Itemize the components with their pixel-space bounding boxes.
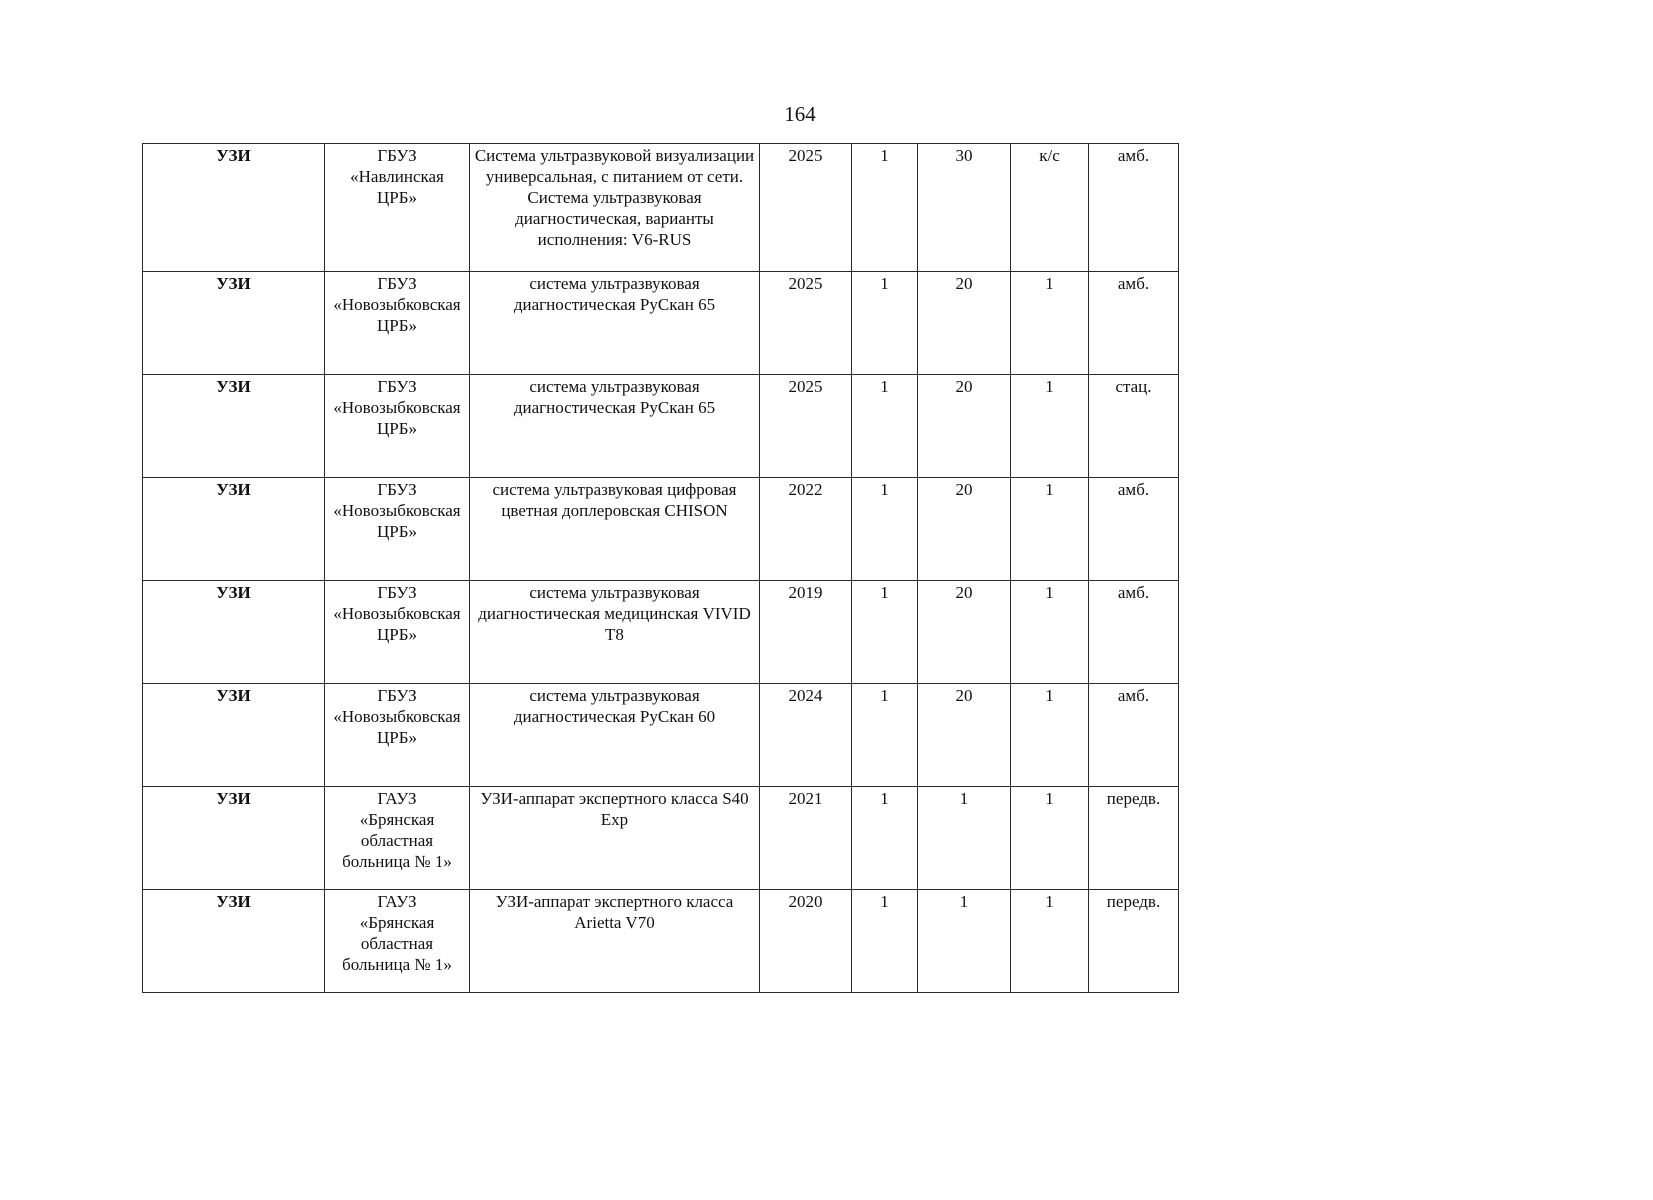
cell-year: 2020 <box>760 890 852 993</box>
table-row <box>143 890 1179 993</box>
table-row <box>143 144 1179 272</box>
cell-shift: 1 <box>1011 272 1089 375</box>
cell-type: УЗИ <box>143 890 325 993</box>
cell-organization <box>325 684 470 787</box>
cell-quantity: 1 <box>852 144 918 272</box>
cell-equipment: система ультразвуковая диагностическая РуСкан 65 <box>470 375 760 478</box>
org-type: ГБУЗ <box>377 583 417 602</box>
cell-mode: амб. <box>1089 581 1179 684</box>
cell-load: 30 <box>918 144 1011 272</box>
org-name: «Новозыбковская ЦРБ» <box>333 295 461 335</box>
table-row <box>143 787 1179 890</box>
cell-year: 2024 <box>760 684 852 787</box>
cell-load: 1 <box>918 890 1011 993</box>
page-number: 164 <box>784 102 816 126</box>
org-type: ГБУЗ <box>377 480 417 499</box>
cell-mode: передв. <box>1089 890 1179 993</box>
cell-shift: 1 <box>1011 478 1089 581</box>
cell-mode: амб. <box>1089 144 1179 272</box>
org-type: ГБУЗ <box>377 377 417 396</box>
cell-type: УЗИ <box>143 684 325 787</box>
cell-year: 2019 <box>760 581 852 684</box>
cell-mode: передв. <box>1089 787 1179 890</box>
org-name: «Новозыбковская ЦРБ» <box>333 707 461 747</box>
cell-quantity: 1 <box>852 375 918 478</box>
cell-mode: амб. <box>1089 272 1179 375</box>
cell-quantity: 1 <box>852 787 918 890</box>
cell-quantity: 1 <box>852 684 918 787</box>
cell-equipment: УЗИ-аппарат экспертного класса S40 Exp <box>470 787 760 890</box>
cell-year: 2022 <box>760 478 852 581</box>
table-row <box>143 581 1179 684</box>
cell-equipment: система ультразвуковая диагностическая РуСкан 65 <box>470 272 760 375</box>
cell-organization <box>325 478 470 581</box>
org-name: «Брянская областная больница № 1» <box>342 913 452 974</box>
cell-organization <box>325 890 470 993</box>
cell-mode: амб. <box>1089 478 1179 581</box>
equipment-table <box>142 143 1179 993</box>
cell-quantity: 1 <box>852 478 918 581</box>
cell-type: УЗИ <box>143 375 325 478</box>
cell-equipment: система ультразвуковая диагностическая медицинская VIVID T8 <box>470 581 760 684</box>
cell-quantity: 1 <box>852 272 918 375</box>
cell-type: УЗИ <box>143 272 325 375</box>
cell-equipment: Система ультразвуковой визуализации универсальная, с питанием от сети. Система ультразвуковая диагностическая, варианты исполнения: V6-RUS <box>470 144 760 272</box>
cell-year: 2025 <box>760 375 852 478</box>
cell-mode: амб. <box>1089 684 1179 787</box>
org-type: ГАУЗ <box>377 789 417 808</box>
org-name: «Брянская областная больница № 1» <box>342 810 452 871</box>
cell-quantity: 1 <box>852 890 918 993</box>
cell-load: 20 <box>918 581 1011 684</box>
org-type: ГБУЗ <box>377 686 417 705</box>
org-type: ГБУЗ <box>377 146 417 165</box>
table-row <box>143 375 1179 478</box>
cell-year: 2021 <box>760 787 852 890</box>
cell-equipment: система ультразвуковая диагностическая РуСкан 60 <box>470 684 760 787</box>
table-row <box>143 272 1179 375</box>
cell-equipment: система ультразвуковая цифровая цветная доплеровская CHISON <box>470 478 760 581</box>
cell-organization <box>325 144 470 272</box>
cell-shift: 1 <box>1011 890 1089 993</box>
cell-year: 2025 <box>760 144 852 272</box>
cell-mode: стац. <box>1089 375 1179 478</box>
cell-load: 20 <box>918 478 1011 581</box>
table-row <box>143 478 1179 581</box>
cell-quantity: 1 <box>852 581 918 684</box>
cell-load: 20 <box>918 272 1011 375</box>
cell-shift: 1 <box>1011 375 1089 478</box>
cell-load: 20 <box>918 684 1011 787</box>
cell-load: 20 <box>918 375 1011 478</box>
cell-type: УЗИ <box>143 581 325 684</box>
org-name: «Новозыбковская ЦРБ» <box>333 398 461 438</box>
cell-type: УЗИ <box>143 478 325 581</box>
org-type: ГАУЗ <box>377 892 417 911</box>
cell-organization <box>325 272 470 375</box>
cell-load: 1 <box>918 787 1011 890</box>
cell-type: УЗИ <box>143 787 325 890</box>
cell-shift: 1 <box>1011 684 1089 787</box>
cell-equipment: УЗИ-аппарат экспертного класса Arietta V70 <box>470 890 760 993</box>
cell-organization <box>325 787 470 890</box>
cell-shift: к/с <box>1011 144 1089 272</box>
org-name: «Новозыбковская ЦРБ» <box>333 604 461 644</box>
cell-shift: 1 <box>1011 581 1089 684</box>
cell-organization <box>325 375 470 478</box>
org-name: «Новозыбковская ЦРБ» <box>333 501 461 541</box>
org-type: ГБУЗ <box>377 274 417 293</box>
cell-type: УЗИ <box>143 144 325 272</box>
cell-shift: 1 <box>1011 787 1089 890</box>
cell-organization <box>325 581 470 684</box>
table-body <box>143 144 1179 993</box>
org-name: «Навлинская ЦРБ» <box>350 167 444 207</box>
cell-year: 2025 <box>760 272 852 375</box>
table-row <box>143 684 1179 787</box>
